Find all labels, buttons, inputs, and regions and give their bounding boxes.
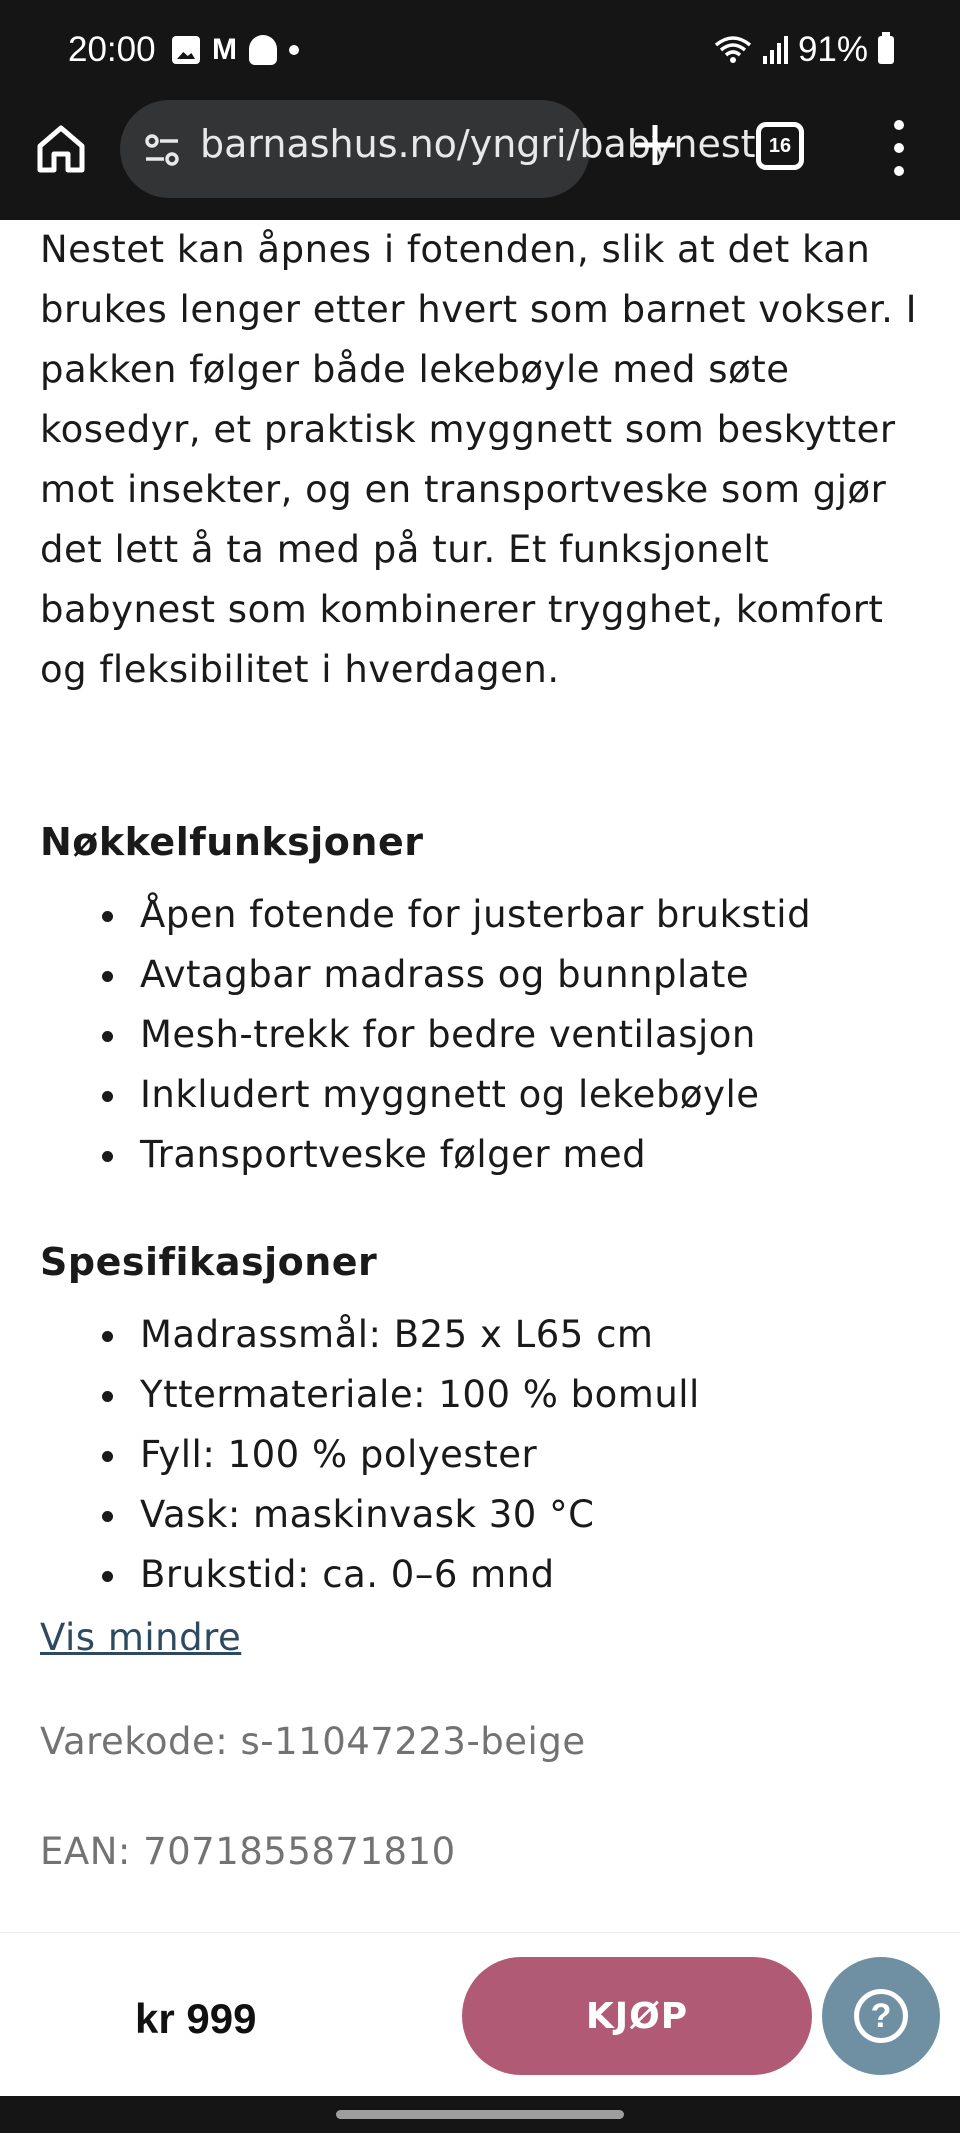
show-less-link[interactable]: Vis mindre — [40, 1616, 242, 1659]
battery-icon — [878, 36, 894, 64]
new-tab-icon[interactable] — [630, 120, 680, 170]
list-item: Transportveske følger med — [100, 1125, 811, 1185]
tab-switcher-button[interactable]: 16 — [756, 122, 804, 170]
sticky-buy-bar — [0, 1932, 960, 2096]
status-bar — [0, 0, 960, 100]
list-item: Fyll: 100 % polyester — [100, 1425, 700, 1485]
features-list — [100, 885, 811, 1185]
specs-list — [100, 1305, 700, 1605]
list-item: Brukstid: ca. 0–6 mnd — [100, 1545, 700, 1605]
more-menu-icon[interactable] — [884, 120, 914, 176]
ean-text: EAN: 7071855871810 — [40, 1830, 456, 1873]
sku-text: Varekode: s-11047223-beige — [40, 1720, 586, 1763]
price: kr 999 — [135, 1995, 257, 2042]
navigation-bar — [0, 2096, 960, 2133]
list-item: Åpen fotende for justerbar brukstid — [100, 885, 811, 945]
list-item: Mesh-trekk for bedre ventilasjon — [100, 1005, 811, 1065]
list-item: Inkludert myggnett og lekebøyle — [100, 1065, 811, 1125]
wifi-icon — [714, 35, 752, 65]
notification-icons — [172, 35, 299, 65]
status-time: 20:00 — [68, 30, 156, 69]
specs-heading: Spesifikasjoner — [40, 1240, 378, 1284]
gmail-icon: M — [212, 33, 237, 66]
dot-icon — [289, 45, 299, 55]
description-text: Nestet kan åpnes i fotenden, slik at det kan brukes lenger etter hvert som barnet vokser. I pakken følger både lekebøyle med søte kosedyr, et praktisk myggnett som beskytter mot insekter, og en transportveske som gjør det lett å ta med på tur. Et funksjonelt babynest som kombinerer trygghet, komfort og fleksibilitet i hverdagen. — [40, 228, 918, 691]
browser-toolbar — [0, 100, 960, 220]
list-item: Avtagbar madrass og bunnplate — [100, 945, 811, 1005]
gesture-handle[interactable] — [336, 2110, 624, 2119]
battery-percent: 91% — [797, 30, 868, 69]
help-button[interactable] — [822, 1957, 940, 2075]
product-description-section — [40, 220, 930, 1873]
buy-button[interactable]: KJØP — [462, 1957, 812, 2075]
features-heading: Nøkkelfunksjoner — [40, 820, 424, 864]
image-icon — [172, 36, 200, 64]
signal-icon — [762, 36, 788, 64]
list-item: Yttermateriale: 100 % bomull — [100, 1365, 700, 1425]
list-item: Madrassmål: B25 x L65 cm — [100, 1305, 700, 1365]
site-settings-icon[interactable] — [142, 130, 182, 170]
help-icon: ? — [854, 1989, 908, 2043]
url-text[interactable]: barnashus.no/yngri/babynest — [200, 122, 756, 166]
snapchat-icon — [249, 35, 277, 65]
home-icon[interactable] — [34, 122, 88, 176]
product-description — [40, 220, 930, 700]
system-indicators — [714, 30, 894, 70]
list-item: Vask: maskinvask 30 °C — [100, 1485, 700, 1545]
address-bar[interactable] — [120, 100, 756, 198]
